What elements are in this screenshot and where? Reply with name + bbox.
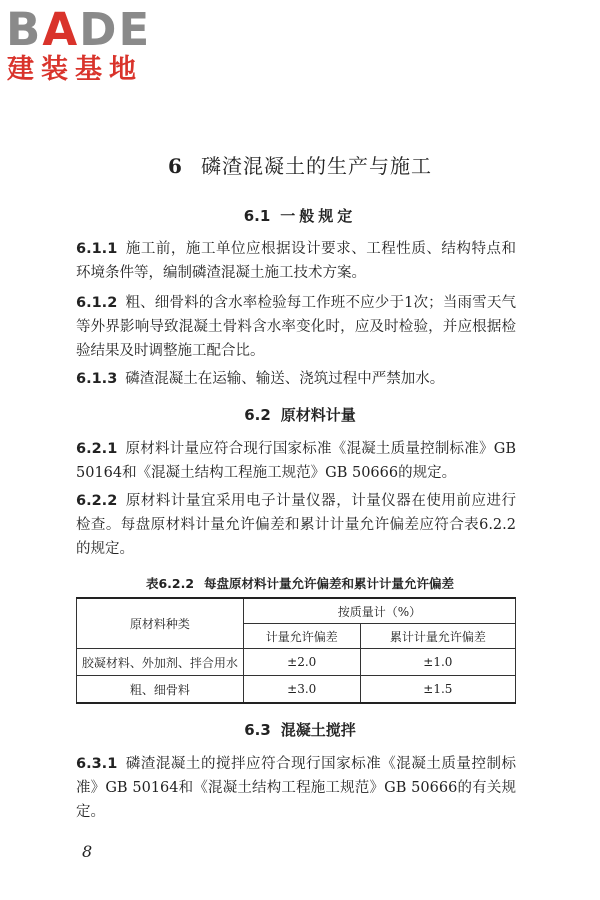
clause-6-2-1: 6.2.1 原材料计量应符合现行国家标准《混凝土质量控制标准》GB 50164和《混凝土结构工程施工规范》GB 50666的规定。 [76,441,516,481]
row-material: 粗、细骨料 [77,676,244,704]
logo-subtitle: 建装基地 [7,54,143,85]
clause-6-1-2: 6.1.2 粗、细骨料的含水率检验每工作班不应少于1次；当雨雪天气等外界影响导致混凝土骨料含水率变化时，应及时检验，并应根据检验结果及时调整施工配合比。 [76,295,516,359]
row-cumulative: ±1.5 [360,676,515,704]
table-row [77,649,516,676]
clause-6-1-1: 6.1.1 施工前，施工单位应根据设计要求、工程性质、结构特点和环境条件等，编制磷渣混凝土施工技术方案。 [76,241,516,281]
header-group: 按质量计（%） [243,598,515,624]
clause-6-3-1: 6.3.1 磷渣混凝土的搅拌应符合现行国家标准《混凝土质量控制标准》GB 50164和《混凝土结构工程施工规范》GB 50666的有关规定。 [76,756,516,820]
table-row [77,676,516,704]
section-heading-6-2: 6.2 原材料计量 [244,406,356,424]
chapter-number: 6 [168,154,183,178]
page-number: 8 [82,842,93,861]
section-heading-6-3: 6.3 混凝土搅拌 [244,721,356,739]
bade-logo [6,3,181,96]
row-tolerance: ±3.0 [243,676,360,704]
section-heading-6-1: 6.1 一般规定 [243,207,357,225]
table-header-row [77,598,516,624]
clause-6-1-3: 6.1.3 磷渣混凝土在运输、输送、浇筑过程中严禁加水。 [76,371,445,387]
tolerance-table [76,597,516,704]
header-cumulative: 累计计量允许偏差 [360,624,515,649]
header-material: 原材料种类 [77,598,244,649]
chapter-title-text: 磷渣混凝土的生产与施工 [200,154,432,178]
logo-wordmark: BADE [6,3,152,56]
row-cumulative: ±1.0 [360,649,515,676]
row-tolerance: ±2.0 [243,649,360,676]
table-caption: 表6.2.2 每盘原材料计量允许偏差和累计计量允许偏差 [145,576,455,591]
chapter-title [0,150,600,179]
clause-6-2-2: 6.2.2 原材料计量宜采用电子计量仪器，计量仪器在使用前应进行检查。每盘原材料计量允许偏差和累计计量允许偏差应符合表6.2.2的规定。 [76,493,516,557]
header-tolerance: 计量允许偏差 [243,624,360,649]
row-material: 胶凝材料、外加剂、拌合用水 [77,649,244,676]
